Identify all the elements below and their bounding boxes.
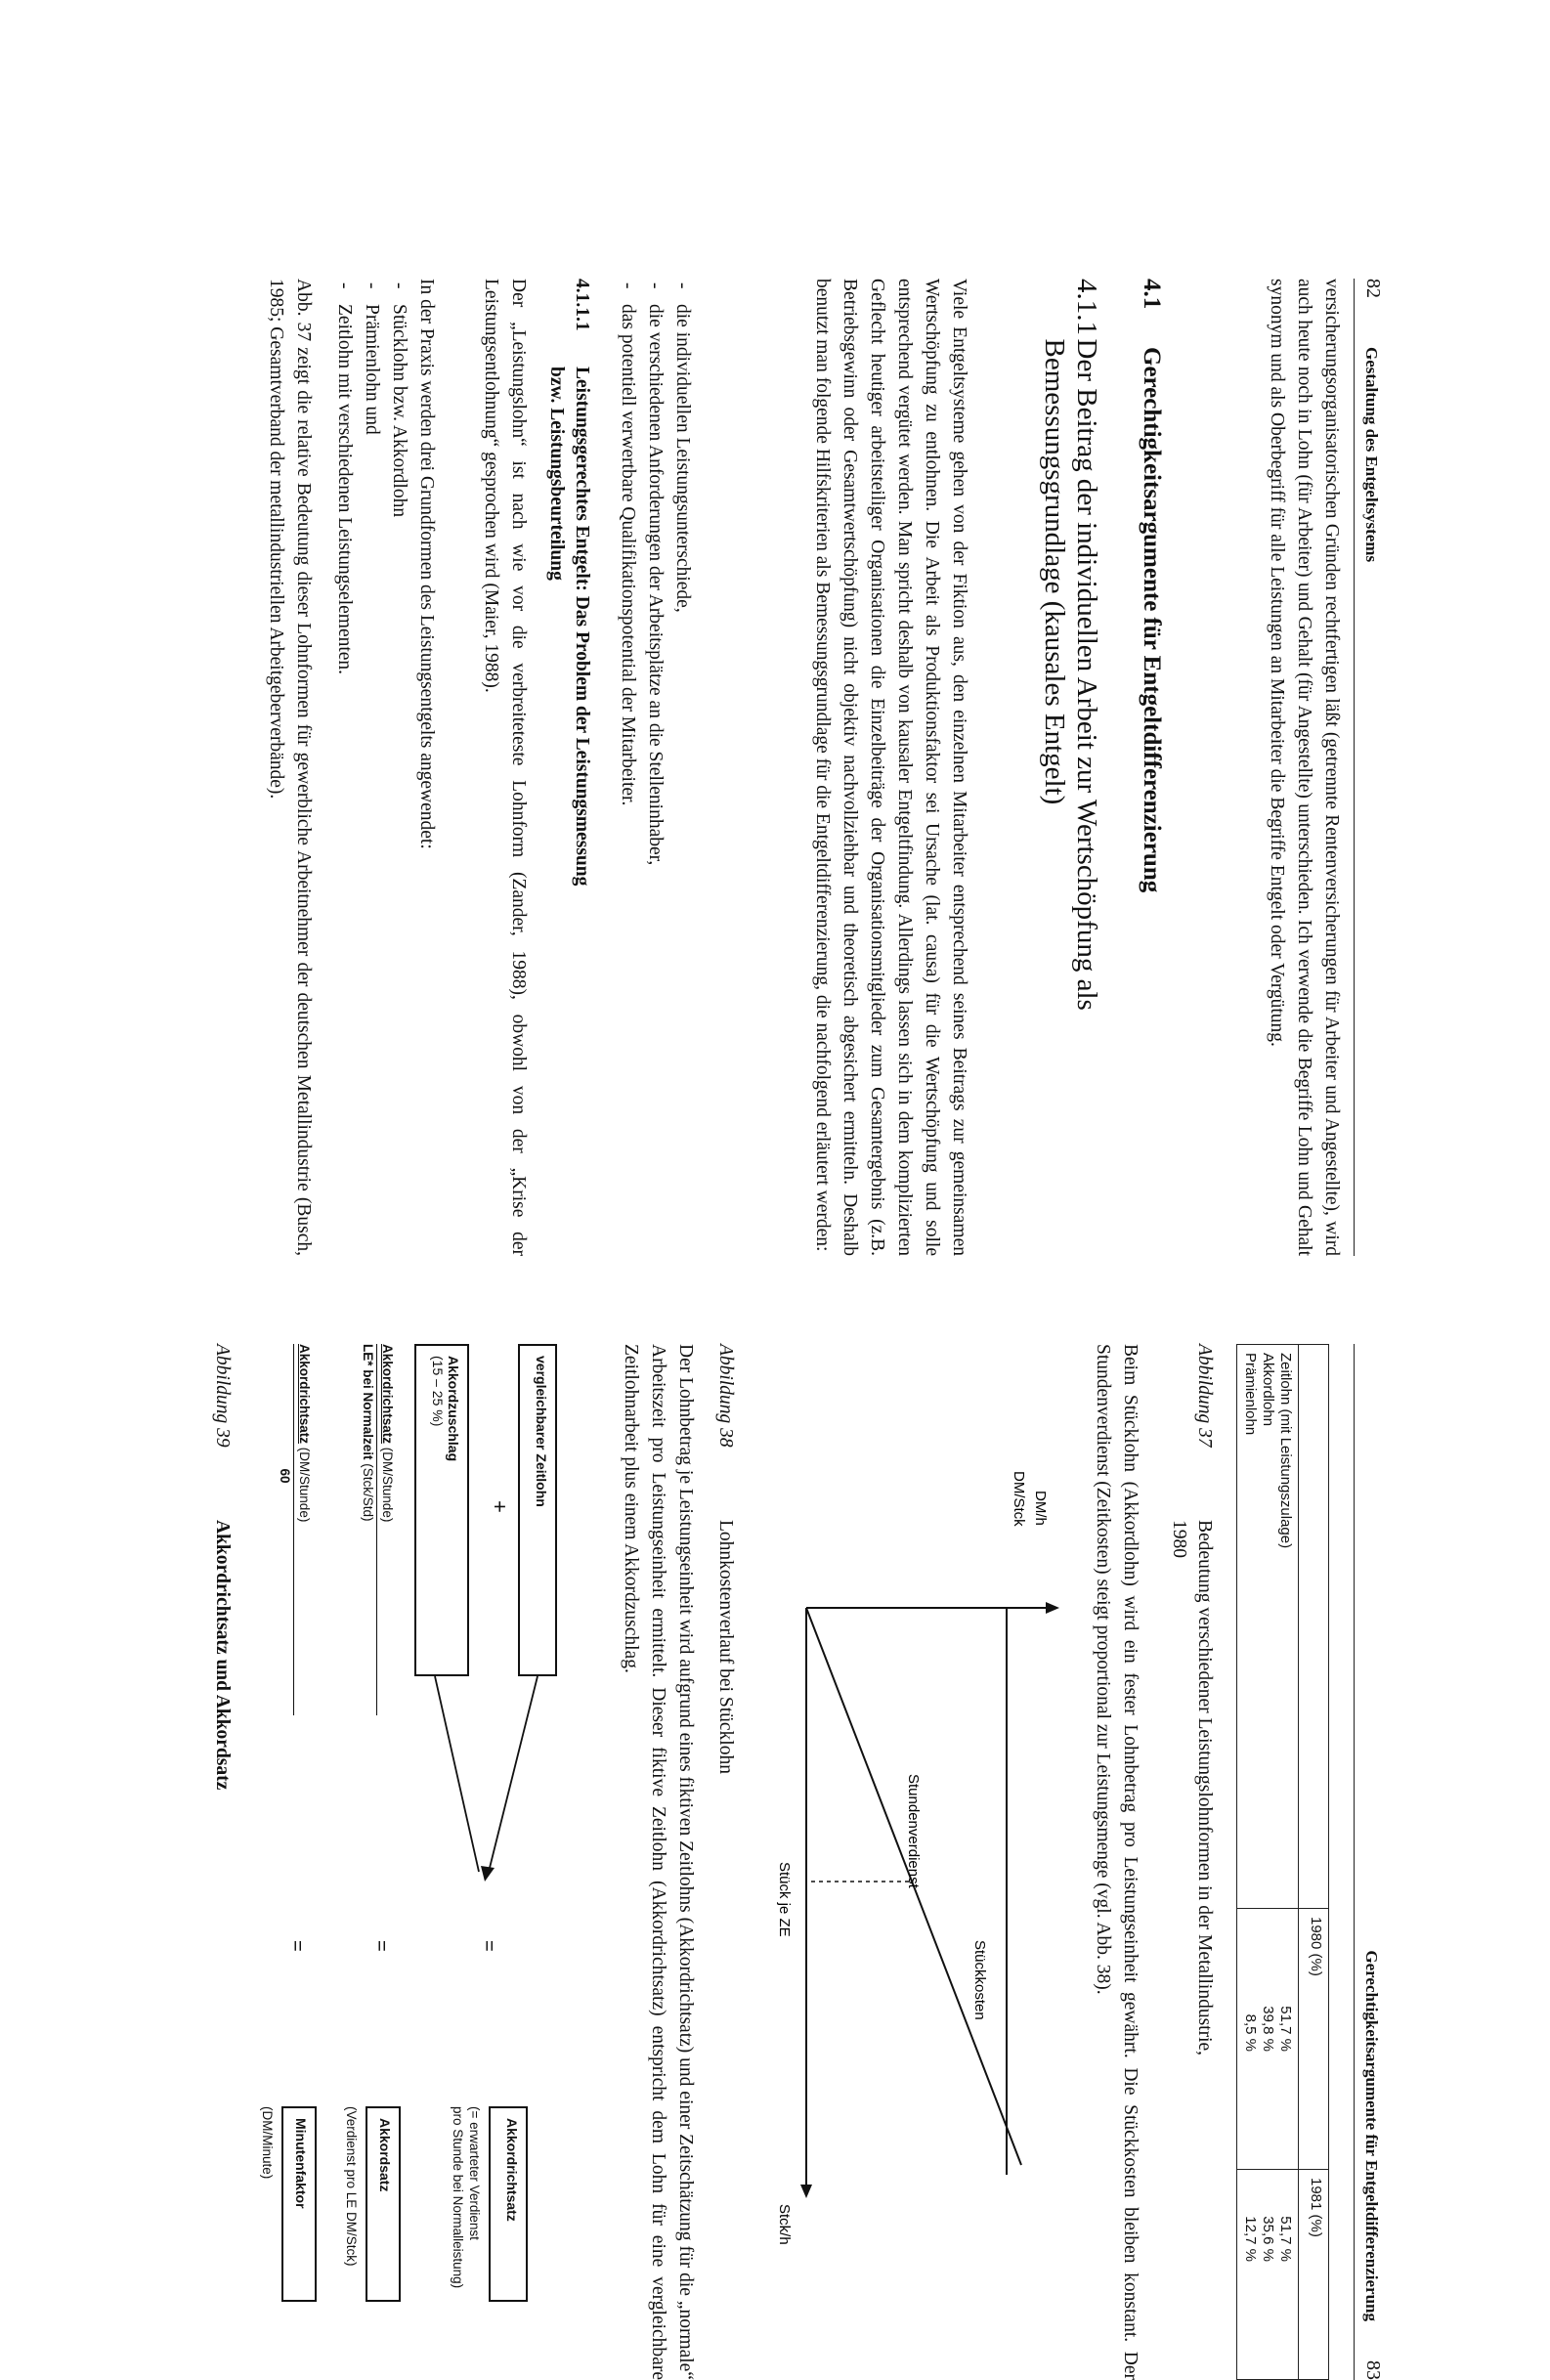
equals-sign: = (478, 1940, 499, 1952)
paragraph-stuecklohn: Beim Stücklohn (Akkordlohn) wird ein fester Lohnbetrag pro Leistungseinheit gewährt. Die Stückkosten bleiben konstant. Der Stundenverdienst (Zeitkosten) steigt proportional zur Leistungsmenge (vgl. Abb. 38). (1093, 1344, 1141, 2380)
list-item: - Zeitlohn mit verschiedenen Leistungselementen. (330, 279, 358, 1256)
caption-text: Bedeutung verschiedener Leistungslohnformen in der Metallindustrie, 1980 (1169, 1520, 1215, 2056)
arrow-line (435, 1676, 479, 1872)
table-cell: 12,7 % (1242, 2216, 1259, 2262)
table-header-cell: 1981 (%) (1299, 2170, 1329, 2380)
minutenfaktor-note: (DM/Minute) (260, 2106, 275, 2180)
figure-caption-38 (712, 1344, 738, 2321)
list-item: - die individuellen Leistungsunterschiede, (668, 279, 696, 1256)
formula-2-numerator: Akkordrichtsatz (297, 1344, 312, 1445)
page-82 (78, 279, 1388, 1256)
grundformen-list (330, 279, 412, 1256)
table-cell: Prämienlohn (1242, 1353, 1259, 1436)
section-heading-4-1 (1138, 279, 1165, 892)
box-akkordzuschlag (414, 1344, 469, 1676)
table-header-row (1299, 1345, 1329, 2380)
page-number: 82 (1362, 279, 1384, 298)
table-header-cell: 1980 (%) (1299, 1909, 1329, 2170)
y-axis-arrow-icon (1046, 1602, 1059, 1614)
formula-2 (277, 1344, 313, 1715)
section-title-line-2: bzw. Leistungsbeurteilung (546, 367, 567, 581)
rotated-book-spread (78, 279, 1388, 2380)
page-83 (78, 1344, 1388, 2380)
caption-text: Akkordrichtsatz und Akkordsatz (212, 1520, 233, 1791)
table-cell: 51,7 % (1277, 2216, 1294, 2262)
y-axis-label-dmh: DM/h (1032, 1491, 1049, 1526)
section-title: Gerechtigkeitsargumente für Entgeltdifferenzierung (1139, 347, 1165, 893)
diagram-arrows (410, 1676, 557, 1911)
formula-1-numerator-unit: (DM/Stunde) (380, 1447, 395, 1523)
table-cell: Akkordlohn (1260, 1353, 1276, 1427)
section-number: 4.1.1.1 (572, 279, 592, 331)
table-cell: 51,7 % (1277, 2006, 1294, 2052)
running-title: Gerechtigkeitsargumente für Entgeltdifferenzierung (1362, 1950, 1381, 2321)
list-item: - Prämienlohn und (358, 279, 385, 1256)
formula-1-denominator: LE* bei Normalzeit (361, 1344, 375, 1460)
running-header-left (1354, 279, 1388, 1256)
richtsatz-note-1: (= erwarteter Verdienst (467, 2106, 482, 2240)
section-heading-4-1-1-1 (543, 279, 594, 886)
paragraph-abb37-reference: Abb. 37 zeigt die relative Bedeutung dieser Lohnformen für gewerbliche Arbeitnehmer der deutschen Metallindustrie (Busch, 1985; Gesamtverband der metallindustriellen Arbeitgeberverbände). (266, 279, 314, 1256)
formula-1 (360, 1344, 396, 1715)
section-number: 4.1 (1139, 279, 1165, 310)
caption-text: Lohnkostenverlauf bei Stücklohn (715, 1520, 736, 1774)
paragraph-grundformen: In der Praxis werden drei Grundformen des Leistungsentgelts angewendet: (416, 279, 437, 849)
list-item: - das potentiell verwertbare Qualifikationspotential der Mitarbeiter. (614, 279, 641, 1256)
box-akkordsatz: Akkordsatz (366, 2106, 401, 2302)
akkordsatz-note: (Verdienst pro LE DM/Stck) (344, 2106, 359, 2267)
equals-sign: = (286, 1940, 308, 1952)
stueckkosten-label: Stückkosten (971, 1940, 988, 2020)
table-cell: Zeitlohn (mit Leistungszulage) (1277, 1353, 1294, 1549)
box-minutenfaktor: Minutenfaktor (281, 2106, 317, 2302)
equals-sign: = (370, 1940, 392, 1952)
criteria-list (614, 279, 696, 1256)
akkordzuschlag-label: Akkordzuschlag (446, 1356, 461, 1462)
x-axis-label: Stck/h (776, 2204, 793, 2245)
stundenverdienst-label: Stundenverdienst (905, 1774, 922, 1888)
caption-label: Abbildung 39 (212, 1344, 233, 1448)
figure-caption-39 (209, 1344, 235, 2321)
lohnkosten-chart (762, 1344, 1065, 2380)
table-row (1237, 1345, 1299, 2380)
section-title: Der Beitrag der individuellen Arbeit zur Wertschöpfung als Bemessungsgrundlage (kausales Entgelt) (1039, 338, 1102, 1011)
table-cell: 39,8 % (1260, 2006, 1276, 2052)
x-axis-arrow-icon (800, 2185, 812, 2198)
section-number: 4.1.1 (1071, 279, 1102, 335)
box-vergleichbarer-zeitlohn: vergleichbarer Zeitlohn (518, 1344, 557, 1676)
paragraph-akkordrichtsatz: Der Lohnbetrag je Leistungseinheit wird aufgrund eines fiktiven Zeitlohns (Akkordrichtsatz) und einer Zeitschätzung für die „normale“ Arbeitszeit pro Leistungseinheit ermittelt. Dieser fiktive Zeitlohn (Akkordrichtsatz) entspricht dem Lohn für eine vergleichbare Zeitlohnarbeit plus einem Akkordzuschlag. (621, 1344, 696, 2380)
running-title: Gestaltung des Entgeltsystems (1362, 347, 1381, 563)
section-heading-4-1-1 (1038, 279, 1102, 1080)
intro-paragraph: versicherungsorganisatorischen Gründen rechtfertigen läßt (getrennte Rentenversicherungen für Arbeiter und Angestellte), wird auch heute noch in Lohn (für Arbeiter) und Gehalt (für Angestellte) unterschieden. Ich verwende die Begriffe Lohn und Gehalt synonym und als Oberbegriff für alle Leistungen an Mitarbeiter die Begriffe Entgelt oder Vergütung. (1267, 279, 1342, 1256)
list-item: - Stücklohn bzw. Akkordlohn (385, 279, 412, 1256)
richtsatz-note-2: pro Stunde bei Normalleistung) (451, 2106, 465, 2289)
y-axis-label-dmstck: DM/Stck (1011, 1471, 1027, 1527)
caption-label: Abbildung 38 (715, 1344, 736, 1448)
section-title-line-1: Leistungsgerechtes Entgelt: Das Problem der Leistungsmessung (572, 367, 592, 887)
formula-2-denominator: 60 (278, 1468, 292, 1484)
box-akkordrichtsatz: Akkordrichtsatz (489, 2106, 528, 2302)
figure-caption-37 (1166, 1344, 1217, 2321)
akkordzuschlag-range: (15 – 25 %) (430, 1356, 446, 1427)
arrow-line (489, 1676, 538, 1872)
page-number: 83 (1362, 2360, 1384, 2380)
caption-label: Abbildung 37 (1194, 1344, 1215, 1448)
table-cell: 8,5 % (1242, 2013, 1259, 2052)
paragraph-kausales-entgelt: Viele Entgeltsysteme gehen von der Fiktion aus, den einzelnen Mitarbeiter entsprechend seines Beitrags zur gemeinsamen Wertschöpfung zu entlohnen. Die Arbeit als Produktionsfaktor sei Ursache (lat. causa) für die Wertschöpfung und solle entsprechend vergütet werden. Man spricht deshalb von kausaler Entgeltfindung. Allerdings lassen sich in dem komplizierten Geflecht heutiger arbeitsteiliger Organisationen die Einzelbeiträge der Organisationsmitglieder zum Gesamtergebnis (z.B. Betriebsgewinn oder Gesamtwertschöpfung) nicht objektiv nachvollziehbar und theoretisch abgesichert ermitteln. Deshalb benutzt man folgende Hilfskriterien als Bemessungsgrundlage für die Entgeltdifferenzierung, die nachfolgend erläutert werden: (812, 279, 969, 1256)
table-header-cell (1299, 1345, 1329, 1909)
paragraph-leistungslohn: Der „Leistungslohn“ ist nach wie vor die verbreiteteste Lohnform (Zander, 1988), obwohl von der „Krise der Leistungsentlohnung“ gesprochen wird (Maier, 1988). (481, 279, 529, 1256)
formula-1-numerator: Akkordrichtsatz (380, 1344, 395, 1445)
formula-2-numerator-unit: (DM/Stunde) (297, 1447, 312, 1523)
plus-sign: + (488, 1500, 512, 1513)
running-header-right (1354, 1344, 1388, 2380)
table-cell: 35,6 % (1260, 2216, 1276, 2262)
arrow-head-icon (481, 1866, 495, 1882)
list-item: - die verschiedenen Anforderungen der Arbeitsplätze an die Stelleninhaber, (641, 279, 668, 1256)
lohnformen-table (1236, 1344, 1329, 2380)
x-ref-label: Stück je ZE (776, 1862, 793, 1937)
formula-1-denominator-unit: (Stck/Std) (361, 1463, 375, 1522)
